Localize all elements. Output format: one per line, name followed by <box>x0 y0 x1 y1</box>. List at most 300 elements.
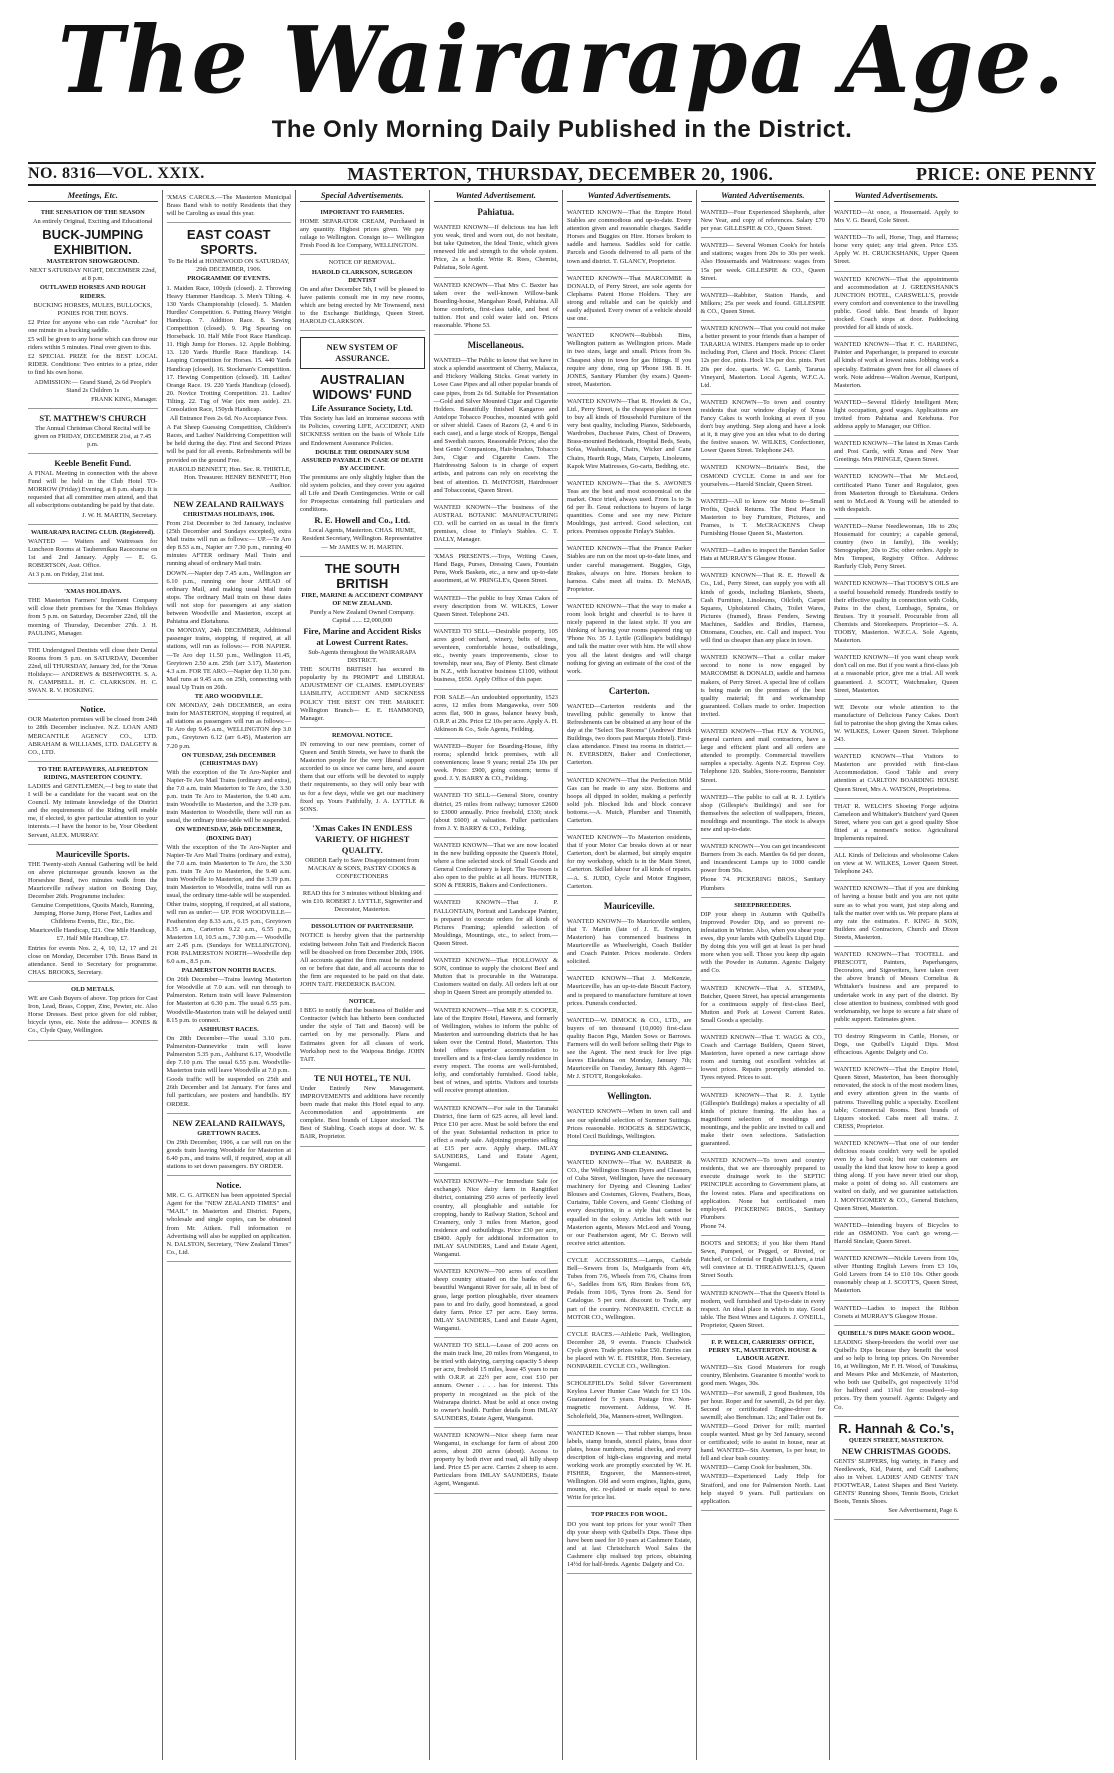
ad-line: WANTED — Waiters and Waitresses for Luncheon Rooms at Tauherenikau Racecourse on 1st and 2nd January. Apply — E. G. ROBERTSON, Asst. Office. <box>28 537 158 569</box>
wanted-ad <box>834 205 959 230</box>
ad-line: WANTED KNOWN—That R. Howlett & Co., Ltd., Perry Street, is the cheapest place in town to buy all kinds of Household Furniture of the very best quality, including Pianos, Sideboards, Wardrobes, Duchesse Pairs, Chest of Drawers, Brass-mounted Bedsteads, Hospital Beds, Seats, Sofas, Washstands, Chairs, Wicker and Cane Chairs, Hearth Rugs, Mats, Carpets, Linoleums, Kapok Wire Mattresses, Go-carts, Bedding, etc. <box>567 397 692 470</box>
ad-line: WANTED KNOWN—Britain's Best, the OSMOND CYCLE. Come in and see for yourselves.—Harold Sinclair, Queen Street. <box>700 464 825 488</box>
ad-line: WANTED KNOWN—Nickle Levers from 10s, silver Hunting English Levers from £3 10s, Gold Levers from £4 to £10 10s. Other goods reasonably cheap at J. SCOTT'S, Queen Street, Masterton. <box>834 1255 959 1295</box>
ad-line: WANTED KNOWN—That the Perfection Mild Gas can be made to any size. Bottoms and hoops all dipped in solder, making a perfectly solid job. Blocked lids and block concave bottoms.—A. Mutch, Plumber and Tinsmith, Carterton. <box>567 776 692 824</box>
wanted-ad <box>434 220 559 278</box>
ad-line: MASTERTON SHOWGROUND. <box>46 258 139 266</box>
ad-headline: Notice. <box>216 1180 242 1191</box>
wanted-ad <box>834 749 959 798</box>
ad-line: With the exception of the Te Aro-Napier and Napier-Te Aro Mail Trains (ordinary and extra), the 7.0 a.m. train Masterton to Te Aro, the 3.30 p.m. train Te Aro to Masterton, the 9.40 a.m. train Woodville to Masterton, and the 3.39 p.m. train Masterton to Woodville, trains will run as usual, the ordinary time-table will be suspended. <box>166 843 291 900</box>
wanted-ad <box>567 1253 692 1327</box>
ad-line: GRETTOWN RACES. <box>197 1129 261 1137</box>
newspaper-title: The Wairarapa Age. <box>57 6 1067 114</box>
column-1 <box>28 190 162 1760</box>
ad-line: Local Agents, Masterton. CHAS. HUME, Resident Secretary, Wellington. Representative— Mr JAMES W. H. MARTIN. <box>302 527 423 551</box>
ad-line: NOTICE OF REMOVAL. <box>328 259 396 267</box>
wanted-ad <box>834 1301 959 1326</box>
ad-line: On and after December 5th, I will be pleased to have patients consult me in my new rooms, which are being erected by Mr Townsend, next to the Exchange Buildings, Queen Street. HAROLD CLARKSON. <box>300 285 425 326</box>
ad-line: A Fat Sheep Guessing Competition, Children's Races, and Ladies' Naildriving Competition will be held during the day. First and Second Prizes will be paid for all events. Refreshments will be provided on the ground Free. <box>166 424 291 464</box>
ad-line: TO destroy Ringworm in Cattle, Horses, or Dogs, use Quibell's Liquid Dips. Most efficacious. Agents: Dalgety and Co. <box>834 1032 959 1057</box>
ad-line: WANTED KNOWN—That MR F. S. COOPER, late of the Empire Hotel, Hawera, and formerly of Wellington, wishes to inform the public of Masterton and surrounding districts that he has taken over the Central Hotel, Masterton. This hotel offers superior accommodation to travellers and is a first-class family residence in every respect. The rooms are well-furnished, lofty, and comfortably furnished. Good table, best of wines, and spirits. Visitors and tourists will receive prompt attention. <box>433 1006 558 1095</box>
ad-line: PROGRAMME OF EVENTS. <box>187 275 271 283</box>
ad-line: ORDER Early to Save Disappointment from MACKAY & SONS, PASTRY COOKS & CONFECTIONERS <box>305 856 420 880</box>
ad-line: I BEG to notify that the business of Builder and Contractor (which has hitherto been conducted under the style of Tait and Bacon) will be carried on by me personally. Plans and Estimates given for all classes of work. Workshop next to the Waipoua Bridge. JOHN TAIT. <box>300 1007 425 1063</box>
ad-line: DIP your sheep in Autumn with Quibell's Improved Powder Dip, and so prevent re-infestation in Winter. Also, when you shear your ewes, dip your lambs with Quibell's Liquid Dip. By doing this you will get at least 1s per head more when you sell. Those you keep dip again with the Powder in Autumn. Agents: Dalgety and Co. <box>700 910 825 975</box>
ad-line: WANTED—Buyer for Boarding-House, fifty rooms; splendid brick premises, with all conveniences; lease 9 years; rental 25s 10s per week. Price: £900, going concern; terms if good. J. Y. BARRY & CO., Feilding. <box>433 742 558 783</box>
ad-headline: NEW ZEALAND RAILWAYS, <box>172 1117 285 1128</box>
ad-headline: Keeble Benefit Fund. <box>54 458 132 469</box>
wanted-ad <box>567 205 692 271</box>
ad-line: OUR Masterton premises will be closed from 24th to 28th December inclusive. N.Z. LOAN AND MERCANTILE AGENCY CO., LTD. ABRAHAM & WILLIAMS, LTD. DALGETY & CO., LTD. <box>28 716 158 756</box>
column-3 <box>295 190 429 1760</box>
issue-number: NO. 8316—VOL. XXIX. <box>28 165 205 182</box>
ad-line: R. E. Howell and Co., Ltd. <box>314 515 411 526</box>
ad-line: The premiums are only slightly higher than the old system policies, and they cover you against all Life and Death Contingencies. Write or call for Prospectus containing full particulars and conditions. <box>300 473 425 514</box>
ad-line: 1. Maiden Race, 100yds (closed). 2. Throwing Heavy Hammer Handicap. 3. Men's Tilting. 4. 130 Yards Championship (closed). 5. Maiden Hurdles' Competition. 6. Putting Heavy Weight Handicap. 7. Addition Race. 8. Sawing Competition (closed). 9. Pig Spearing on Horseback. 10. Half Mile Foot Race Handicap. 11. High Jump for Horses. 12. Apple Bobbing. 13. 120 Yards Hurdle Race Handicap. 14. Leaping Competition for Horses. 15. 440 Yards Handicap (closed). 16. Stockman's Competition. 17. Hewing Competition (closed). 18. Ladies' Orange Race. 19. 220 Yards Handicap (closed). 20. Novice Trotting Competition. 21. Ladies' Tilting. 22. Tug of War (six men aside). 23. Consolation Race, 150yds Handicap. <box>166 284 291 413</box>
ad-line: Sub-Agents throughout the WAIRARAPA DISTRICT. <box>308 649 417 665</box>
section-heading: Miscellaneous. <box>467 340 524 351</box>
ad-line: An entirely Original, Exciting and Educational <box>32 218 153 226</box>
newspaper-subtitle: The Only Morning Daily Published in the District. <box>271 116 853 143</box>
ad-line: READ this for 3 minutes without blinking and win £10. ROBERT J. LYTTLE, Signwriter and Decorator, Masterton. <box>302 890 423 914</box>
ad-line: NEXT SATURDAY NIGHT, DECEMBER 22nd, at 8 p.m. <box>29 267 157 283</box>
section-heading: Mauriceville. <box>603 900 655 911</box>
wanted-ad <box>834 881 959 947</box>
ad-line: THE Twenty-sixth Annual Gathering will be held on above picturesque grounds known as the Horseshoe Bend, two minutes walk from the Mauriceville railway station on Boxing Day, December 26th. Programme includes: <box>28 860 158 900</box>
dateline <box>28 162 1096 186</box>
wanted-ad <box>834 650 959 699</box>
ad-line: This Society has laid an immense success with its Policies, covering LIFE, ACCIDENT, AND SICKNESS written on the basis of Whole Life and Endowment Assurance Policies. <box>300 415 425 447</box>
wanted-ad <box>701 205 826 238</box>
ad-line: ON TUESDAY, 25th DECEMBER (CHRISTMAS DAY) <box>181 751 276 767</box>
wanted-ad <box>834 469 959 518</box>
ad-line: WANTED KNOWN—That the Queen's Hotel is modern, well furnished and Up-to-date in every respect. An ideal place in which to stay. Good table. The Best Wines and Liquors. J. O'NEILL, Proprietor, Queen Street. <box>700 1289 825 1329</box>
ad-line: WANTED KNOWN—That FLY & YOUNG, general carriers and mail contractors, have a large and efficient plant and all orders are attended to promptly. Commercial travellers samples a specialty. Agents N.Z. Express Coy. Telephone 120. Stables, Store-rooms, Bannister Street. <box>700 727 825 784</box>
ad-line: WANTED KNOWN—If delicious tea has left you weak, tired and worn out, do not hesitate, but take Quineton, the Ideal Tonic, which gives renewed life and strength to the whole system. Price, 2s a bottle. Write R. Rees, Chemist, Pahiatua, Sole Agent. <box>433 224 558 272</box>
ad-line: ON MONDAY, 24th DECEMBER, an extra train for MASTERTON, stopping if required, at all stations as passengers will run as follows:— Te Aro dep 9.45 a.m., WELLINGTON dep 3.0 p.m., Greytown 6.12 (arr 6.45), Masterton arr 7.20 p.m. <box>166 702 291 750</box>
ad-headline: NEW SYSTEM OF ASSURANCE. <box>326 342 398 364</box>
wanted-ad <box>567 971 692 1012</box>
ad-line: WANTED—All to know our Motto is—Small Profits, Quick Returns. The Best Place in Masterton to buy Furniture, Pictures, and Frames, is T. McCRACKEN'S Cheap Furnishing House Queen St., Masterton. <box>700 497 825 538</box>
ad-line: WANTED KNOWN—That HOLLOWAY & SON, continue to supply the choicest Beef and Mutton that is procurable in the Wairarapa. Customers waited on daily. All orders left at our shop in Queen Street are promptly attended to. <box>433 957 558 997</box>
ad-line: WANTED KNOWN—That the Empire Hotel, Queen Street, Masterton, has been thoroughly renovated, the stock is of the most modern lines, and every attention given in the wants of patrons. Travelling public a specialty. Excellent table; Commercial Rooms. Best brands of Liquors stocked. Cabs meet all trains. J. CRESS, Proprietor. <box>834 1066 959 1130</box>
ad-line: WANTED—Intending buyers of Bicycles to ride an OSMOND. You can't go wrong.—Harold Sinclair, Queen Street. <box>834 1221 959 1245</box>
ad-line: IN removing to our new premises, corner of Queen and Smith Streets, we have to thank the Masterton people for the very liberal support accorded to us since we came here, and assure them that our efforts will be devoted to supply their requirements, so they will only bear with us for a few days, while we get our machinery fixed up. Yours Faithfully, J. A. LYTTLE & SONS. <box>300 740 425 813</box>
wanted-ad <box>701 1286 826 1335</box>
column-2 <box>162 190 296 1760</box>
wanted-ad <box>434 278 559 336</box>
wanted-ad <box>701 395 826 461</box>
wanted-ad <box>834 519 959 577</box>
ad-line: FOR SALE—An undoubted opportunity, 1523 acres, 12 miles from Mangaweka, over 500 acres flat, 900 in grass, balance heavy bush, O.R.P. at 20s. Price £2 10s per acre. Apply A. H. Atkinson & Co., Sole Agents, Feilding. <box>433 693 558 733</box>
wanted-ad <box>567 1376 692 1425</box>
ad-line: CYCLE ACCESSORIES.—Lamps, Carbide Bell—Sewers from 1s, Mudguards from 4/6, Tubes from 7/6, Wheels from 7/6, Chains from 6/-, Saddles from 6/6, Rim Brakes from 6/6, Pedals from 10/6, Tyres from 2s. Send for Catalogue. 5 per cent. discount to Trade, any part of the country. NONPAREIL CYCLE & MOTOR CO., Wellington. <box>567 1256 692 1321</box>
ad-headline: DISSOLUTION OF PARTNERSHIP. <box>311 923 414 931</box>
ad-line: WANTED—Nurse Needlewoman, 18s to 20s; Housemaid for country; a capable general, country (two in family), 18s weekly; Stenographer, 20s to 25s; other orders. Apply to Mrs Tempest, Registry Office. Address: Ranfurly Club, Perry Street. <box>834 522 959 571</box>
ad-headline: Notice. <box>80 704 106 715</box>
ad-line: LEADING Sheep-breeders the world over use Quibell's Dips because they benefit the wool and so help to bring top prices. On November 16, at Wellington, Mr F. H. Wood, of Tunakima, and Messrs Pike and McKenzie, of Masterton, who both use Quibell's, got respectively 11½d for halfbred and 11¾d for crossbred—top prices. Try them yourself. Agents: Dalgety and Co. <box>834 1338 959 1411</box>
column-5 <box>562 190 696 1760</box>
ad-headline: OLD METALS. <box>70 985 115 993</box>
ad-line: WANTED KNOWN—That J. P. FALLONTAIN, Portrait and Landscape Painter, is prepared to execute orders for all kinds of Pictures Framing; splendid selection of Mouldings, Mountings, etc., to select from.—Queen Street. <box>433 899 558 947</box>
section-heading: Wellington. <box>607 1091 652 1102</box>
ad-headline: AUSTRALIAN WIDOWS' FUND <box>312 372 412 403</box>
ad-line: The Annual Christmas Choral Recital will be given on FRIDAY, DECEMBER 21st, at 7.45 p.m. <box>34 424 152 448</box>
ad-line: WANTED KNOWN—That if you are thinking of having a house built and you are not quite sure as to what you want, just step along and talk the matter over with us. We prepare plans at any rate the estimates. F. KING & SON, Builders and Contractors, Church and Dixon Streets, Masterton. <box>834 885 959 941</box>
wanted-ad <box>701 650 826 724</box>
wanted-ad <box>567 1104 692 1145</box>
ad-line: Genuine Competitions, Quoits Match, Running, Jumping, Horse Jump, Horse Feet, Ladies and Childrens Events, Etc., Etc., Etc. <box>31 902 155 926</box>
wanted-ad <box>567 328 692 394</box>
ad-line: WANTED KNOWN—To town and country residents, that we are thoroughly prepared to execute drainage work to the SEPTIC PRINCIPLE according to Government plans, at the lowest rates. Plans and specifications on application. None but certificated men employed. PICKERING BROS., Sanitary Plumbers <box>700 1157 825 1221</box>
ad-line: Other trains, stopping, if required, at all stations, will run as under:— UP. FOR WOODVILLE—Featherston dep 8.33 a.m., 6.15 p.m., Greytown 8.35 a.m., Carterton 9.22 a.m., 6.55 p.m., Masterton 1.0, 10.5 a.m., 7.30 p.m.— Woodville arr 2.45 p.m. (Sundays for WELLINGTON). FOR PALMERSTON NORTH—Woodville dep 6.0 a.m., 8.5 p.m. <box>166 901 291 965</box>
wanted-ad <box>701 1088 826 1154</box>
dentists-ad <box>28 643 158 701</box>
ad-line: £2 SPECIAL PRIZE for the BEST LOCAL RIDER. Conditions: Two entries to a prize, rider to find his own horse. <box>28 353 158 377</box>
ad-line: 'XMAS PRESENTS.—Toys, Writing Cases, Hand Bags, Purses, Dressing Cases, Fountain Pens, Work Baskets, etc., a new and up-to-date assortment, at W. PRINGLE's, Queen Street. <box>433 553 558 585</box>
assurance-box <box>300 337 425 369</box>
ad-line: WANTED KNOWN—You can get incandescent Burners from 3s each. Mantles 6s 6d per dozen, and incandescent Lamps up to 1000 candle power from 50s. <box>700 843 825 875</box>
ad-line: WANTED TO SELL—Desirable property, 105 acres good orchard, winery, belts of trees, seventeen, comfortable house, outbuildings, etc., twenty years improvements, close to township, near sea, Bay of Plenty. Best climate in N.Z., with lucrative business £1100, without business, £650. Apply Office of this paper. <box>433 627 558 684</box>
ad-headline: BUCK-JUMPING EXHIBITION. <box>42 227 144 258</box>
builder-notice-ad <box>300 994 425 1069</box>
ad-line: WANTED KNOWN—That the appointments and accommodation at J. GREENSHANK'S JUNCTION HOTEL, CARSWELL'S, provide every comfort and convenience to the travelling public. Good table. Best brands of liquor stocked. Coach stops at door. Paddocking provided for all kinds of stock. <box>834 275 959 332</box>
wanted-ad <box>567 476 692 542</box>
ad-line: ADMISSION:— Grand Stand, 2s 6d People's Stand 2s Children 1s <box>34 378 152 394</box>
cream-ad <box>300 205 425 255</box>
ad-line: MR. C. G. AITKEN has been appointed Special Agent for the "NEW ZEALAND TIMES" and "MAIL" in Masterton and District. Papers, wholesale and single copies, can be obtained from Mr. Aitken. Full information re Advertising will also be supplied on application. N. DALSTON, Secretary, "New Zealand Times" Co., Ltd. <box>166 1192 291 1256</box>
ad-line: WANTED KNOWN—That Visitors to Masterton are provided with first-class Accommodation. Good Table and every attention at CARLTON BOARDING HOUSE Queen Street, Mrs A. WATSON, Proprietress. <box>834 753 959 793</box>
ad-line: WANTED—The Public to know that we have in stock a splendid assortment of Cherry, Malacca, and Hickory Walking Sticks. Great variety in Lowe Case Pipes and all other popular brands of case pipes, from 2s 6d. Suitable for Presentation—Gold and Silver Mounted Cigar and Cigarette Holders. Beautifully finished Kangaroo and Antelope Tobacco Pouches, mounted with gold or silver shield. Cases of Razors (2, 4 and 6 in each case), and a large stock of Kropps, Bengal and Swedish razors. Reasonable Prices; also the best Gents' Companions, Hair-brushes, Tobacco Jars, Cigar and Cigarette Cases. The Hairdressing Saloon is in charge of expert artists, and patrons can rely on receiving the best of attention. D. McINTOSH, Hairdresser and Tobacconist, Queen Street. <box>433 357 558 494</box>
ad-line: WANTED KNOWN—That J. McKenzie, Mauriceville, has an up-to-date Biscuit Factory, and is prepared to manufacture furniture at town prices. Funerals conducted. <box>567 975 692 1007</box>
ad-line: CYCLE RACES.—Athletic Park, Wellington, December 28, 9 events. Francis Chadwick Cycle given. Trade prizes value £50. Entries can be placed with W. E. FISHER, Hon. Secretary, NONPAREIL CYCLE CO., Wellington. <box>567 1330 692 1371</box>
wanted-ad <box>567 599 692 681</box>
ad-line: OUTLAWED HORSES AND ROUGH RIDERS. <box>39 284 146 300</box>
ad-line: See Advertisement, Page 6. <box>888 1507 959 1515</box>
ad-line: WANTED—To sell, Horse, Trap, and Harness; horse very quiet; any trial given. Price £35. Apply W. H. CRUICKSHANK, Upper Queen Street. <box>834 234 959 266</box>
ad-line: WANTED KNOWN—That MARCOMBE & DONALD, of Perry Street, are sole agents for Clephams Patent Horse Holders. They are strong and reliable and can be quickly and easily adjusted. Every owner of a vehicle should use one. <box>567 274 692 323</box>
wanted-ad <box>567 830 692 896</box>
ad-line: THE SENSATION OF THE SEASON <box>40 209 145 216</box>
times-agent-notice <box>167 1176 292 1262</box>
ad-headline: R. Hannah & Co.'s, <box>838 1420 955 1436</box>
ad-headline: IMPORTANT TO FARMERS. <box>320 209 405 216</box>
column-heading: Wanted Advertisements. <box>567 190 692 202</box>
ad-line: QUEEN STREET, MASTERTON. <box>848 1436 944 1444</box>
church-recital-ad <box>28 409 158 454</box>
ad-line: HAROLD BENNETT, Hon. Sec. R. THIRTLE, Hon. Treasurer. HENRY BENNETT, Hon Auditor. <box>169 465 291 489</box>
wanted-ad <box>567 541 692 599</box>
wanted-ad <box>434 895 559 953</box>
ad-line: WANTED KNOWN—That the S. AWONE'S Teas are the best and most economical on the market. Once tried, always used. From 1s to 3s 6d per lb. Great reductions to buyers of large quantities. Come and see my new Picture Mouldings, just arrived. Good selection, cut prices. Premises opposite Finlay's Stables. <box>567 479 692 536</box>
columns <box>28 190 1096 1760</box>
wanted-ad <box>834 1029 959 1062</box>
ad-line: WANTED—Four Experienced Shepherds, after New Year, and copy of references. Salary £70 per year. GILLESPIE & CO., Queen Street. <box>700 209 825 233</box>
ad-line: WANTED—Ladies to inspect the Bandan Sailor Hats at MURRAY'S Glasgow House. <box>700 547 825 563</box>
ad-headline: ST. MATTHEW'S CHURCH <box>39 412 147 423</box>
wanted-ad <box>567 394 692 476</box>
ad-line: WE are Cash Buyers of above. Top prices for Cast Iron, Lead, Brass, Copper, Zinc, Pewter, etc. Also Horse Dresses. Best price given for old rubber, bicycle tyres, etc. Note the address— JONES & Co., Clyde Quay, Wellington. <box>28 995 158 1035</box>
ad-line: NOTICE is hereby given that the partnership existing between John Tait and Frederick Bacon will be dissolved on from December 20th, 1906. All accounts against the firm must be rendered on or before that date, and all accounts due to the firm are requested to be paid on that date. JOHN TAIT. FREDERICK BACON. <box>300 932 425 988</box>
wanted-ad <box>434 591 559 624</box>
wanted-ad <box>701 839 826 898</box>
ad-line: THE Undersigned Dentists will close their Dental Rooms from 5 p.m. on SATURDAY, December 22nd, till THURSDAY, January 3rd, for the 'Xmas Holidays:— ANDREWS & BISHWORTH. S. A. N. CAMPBELL. H. C. CLARKSON. H. C. SWAN. R. V. HOSKING. <box>28 646 158 695</box>
ad-line: WANTED Known — That rubber stamps, brass labels, stamp brands, stencil plates, brass door plates, house numbers, metal checks, and every description of high-class engraving and metal working work are promptly executed by W. H. FISHER, Engraver, the Manners-street, Wellington. Old and worn engines, lights, guns, mounts, etc. re-plated or made equal to new. Write for price list. <box>567 1429 692 1502</box>
wanted-ad <box>701 321 826 395</box>
ad-line: From 21st December to 3rd January, inclusive (25th December and Sundays excepted), extra Mail trains will run as follows:— UP.—Te Aro dep 8.53 a.m., Napier arr 7.30 p.m., running 40 minutes AFTER ordinary Mail Train and running ahead of ordinary Mail train. <box>166 520 291 568</box>
sheepbreeders-ad <box>701 898 826 981</box>
ad-headline: TOP PRICES FOR WOOL. <box>591 1511 668 1519</box>
wanted-ad <box>567 1327 692 1376</box>
wanted-ad <box>701 460 826 493</box>
ad-line: BUCKING HORSES, MULES, BULLOCKS, PONIES FOR THE BOYS. <box>33 301 153 317</box>
wanted-ad <box>701 1236 826 1285</box>
ad-line: WANTED KNOWN—That R. J. Lyttle (Gillespie's Buildings) makes a speciality of all kinds of picture framing. He also has a magnificent selection of mouldings and mountings, and the public are invited to call and make their own selections. Satisfaction guaranteed. <box>700 1091 825 1148</box>
wanted-ad <box>701 543 826 568</box>
column-heading: Wanted Advertisement. <box>434 190 559 202</box>
ad-line: LADIES and GENTLEMEN,—I beg to state that I will be a candidate for the vacant seat on the Council. My intimate knowledge of the District and the requirements of the Riding will enable me, if elected, to give particular attention to your interests.—I have the honor to be, Your Obedient Servant, ALEX. MURRAY. <box>28 782 158 839</box>
ad-line: PALMERSTON NORTH RACES. <box>181 967 276 975</box>
wanted-ad <box>834 1218 959 1251</box>
mauriceville-sports-ad <box>28 845 158 982</box>
wanted-ad <box>434 1174 559 1264</box>
ad-line: WANTED KNOWN—That one of our tender delicious roasts couldn't very well be spoiled even by a bad cook; but our customers are usually the kind that know how to keep a good thing along. If you have never tried our shop, make a point of doing so. All customers are waited on daily, and we guarantee satisfaction. J. MONTGOMERY & CO., General Butchers, Queen Street, Masterton. <box>834 1139 959 1212</box>
wanted-ad <box>567 271 692 329</box>
ad-line: WANTED KNOWN—The business of the AUSTRAL BOTANIC MANUFACTURING CO. will be carried on as usual in the firm's premises, close to Finlay's Stables. C. T. DALLY, Manager. <box>433 503 558 544</box>
wanted-ad <box>434 953 559 1002</box>
ad-line: £2 Prize for anyone who can ride "Acrobat" for one minute in a bucking saddle. <box>28 318 158 334</box>
ad-line: WANTED—The public to buy Xmas Cakes of every description from W. WILKES, Lower Queen Street. Telephone 243. <box>433 594 558 618</box>
dentist-removal-ad <box>300 255 425 331</box>
wanted-ad <box>701 790 826 839</box>
ad-line: WE Devote our whole attention to the manufacture of Delicious Fancy Cakes. Don't fail to patronise the shop giving the Xmas cakes. W. WILKES, Lower Queen Street. Telephone 243. <box>834 703 959 744</box>
ad-headline: EAST COAST SPORTS. <box>186 227 271 258</box>
xmas-cakes-ad <box>300 819 425 886</box>
widows-fund-ad <box>300 331 425 556</box>
ad-line: WANTED— Several Women Cook's for hotels and stations; wages from 20s to 30s per week. Also Housemaids and Waitresses: wages from 15s per week. GILLESPIE & CO., Queen Street. <box>700 242 825 282</box>
ad-headline: Mauriceville Sports. <box>55 848 130 859</box>
price: PRICE: ONE PENNY <box>915 163 1096 184</box>
keeble-fund-ad <box>28 454 158 525</box>
wanted-ad <box>567 699 692 773</box>
ad-headline: REMOVAL NOTICE. <box>331 731 393 739</box>
ad-line: 'XMAS CAROLS.—The Masterton Municipal Brass Band wish to notify Residents that they will be Caroling as usual this year. <box>166 194 291 218</box>
wanted-ad <box>434 1338 559 1428</box>
ad-line: WANTED KNOWN—The latest in Xmas Cards and Post Cards, with Xmas and New Year Greetings. Mrs PRINGLE, Queen Street. <box>834 440 959 464</box>
column-heading: Wanted Advertisements. <box>701 190 826 202</box>
dissolution-ad <box>300 919 425 994</box>
greytown-races-ad <box>167 1114 292 1176</box>
racing-club-ad <box>28 525 158 585</box>
ad-line: WANTED KNOWN—That the Empire Hotel Stables are commodious and up-to-date. Every attention given and reasonable charges. Saddle Horses and Buggies on Hire. Horses broken to saddle and harness. Saddles sold for cattle. Parcels and Goods delivered to all parts of the town and district. T. GLANCY, Proprietor. <box>567 209 692 265</box>
ad-line: THE SOUTH BRITISH has secured its popularity by its PROMPT and LIBERAL ADJUSTMENT OF CLAIMS. EMPLOYERS' LIABILITY, ACCIDENT AND SICKNESS POLICY THE BEST ON THE MARKET. Wellington Branch— E. E. HAMMOND, Manager. <box>300 666 425 722</box>
ad-line: THAT R. WELCH'S Shoeing Forge adjoins Cameleon and Whittaker's Butchers' yard Queen Street, where you can get a good quality Shoe fitted at a moment's notice. Agricultural Implements repaired. <box>834 802 959 842</box>
wanted-ad <box>834 799 959 848</box>
south-british-ad <box>300 557 425 728</box>
wanted-ad <box>567 1426 692 1508</box>
ad-line: WANTED KNOWN—That R. E. Howell & Co., Ltd., Perry Street, can supply you with all kinds of goods, including Blankets, Sheets, Cash Furniture, Linoleums, Oilcloth, Carpet Squares, Upholstered Chairs, Toilet Wares, Pictures (framed), Brass Fenders, Sewing Machines, Saddles and Bridles, Harness, Ottomans, Couches, etc. Call and inspect. You will find us cheaper than any place in town. <box>700 572 825 645</box>
ad-headline: F. P. WELCH, CARRIERS' OFFICE, PERRY ST., MASTERTON. HOUSE & LABOUR AGENT. <box>708 1338 818 1363</box>
ad-line: DOWN.—Napier dep 7.45 a.m., Wellington arr 6.10 p.m., running one hour AHEAD of ordinary Mail, and making usual Mail train stops. The ordinary Mail train on these dates will not stop for passengers at any station between Woodville and Masterton, except at Pahiatua and Eketahuna. <box>166 569 291 626</box>
ad-line: WANTED KNOWN—That Mrs C. Baxter has taken over the well-known Willow-bank Boarding-house, Mangahao Road, Pahiatua. All home comforts, first-class table, and best of tuition. Hot and cold water laid on. Prices reasonable. 'Phone 53. <box>433 281 558 330</box>
ad-line: WANTED KNOWN—That a collar maker second to none is now engaged by MARCOMBE & DONALD, saddle and harness makers, of Perry Street. A special line of collars is being made on the premises of the best quality material; fit and workmanship guaranteed. Collars made to order. Inspection invited. <box>700 654 825 718</box>
wanted-ad <box>701 1030 826 1088</box>
ad-line: WANTED—Good Driver for mill; married couple wanted. Must go by 3rd January, second or certificated; wife to assist in house, near at hand. WANTED—Six Axemen, 1s per hour, to fell and clear bush country. <box>700 1422 825 1463</box>
ad-line: Phone 74. PICKERING BROS., Sanitary Plumbers <box>700 876 825 892</box>
ad-line: On 26th December—Trains leaving Masterton for Woodville at 7.0 a.m. will run through to Palmerston. Return train will leave Palmerston for Masterton at 6.30 p.m. The usual 6.55 p.m. Woodville-Masterton train will be delayed until 8.15 p.m. to connect. <box>166 976 291 1024</box>
ad-line: WANTED—Ladies to inspect the Ribbon Corsets at MURRAY'S Glasgow House. <box>834 1304 959 1320</box>
wanted-ad <box>701 288 826 321</box>
column-heading: Special Advertisements. <box>300 190 425 202</box>
ad-line: To Be Held at HONEWOOD ON SATURDAY, 29th DECEMBER, 1906. <box>168 258 290 274</box>
ad-line: WANTED KNOWN—When in town call and see our splendid selection of Summer Suitings. Prices reasonable. HODGES & SEDGWICK, Hotel Cecil Buildings, Wellington. <box>567 1108 692 1140</box>
ad-headline: DYEING AND CLEANING. <box>590 1149 669 1157</box>
wanted-ad <box>434 690 559 739</box>
ad-line: WANTED TO SELL—General Store, country district, 25 miles from railway; turnover £2600 to £3000 annually. Price freehold, £330; stock (about £600) at valuation. Fuller particulars from J. Y. BARRY & CO., Feilding. <box>433 792 558 832</box>
column-6 <box>696 190 830 1760</box>
ad-line: WANTED KNOWN—700 acres of excellent sheep country situated on the banks of the beautiful Wanganui River for sale, all in best of grass, large portion ploughable, river steamers pass to and fro daily, good homestead, a good dairy farm. Price £7 per acre. Easy terms. IMLAY SAUNDERS, Land and Estate Agent, Wanganui. <box>433 1268 558 1332</box>
ad-line: BOOTS and SHOES; if you like them Hand Sewn, Pumped, or Pegged, or Riveted, or Patched, or Colonial or English Leathers, a trial will convince at D. THREADWELL'S, Queen Street South. <box>700 1240 825 1280</box>
wanted-ad <box>834 1136 959 1218</box>
wanted-ad <box>834 395 959 436</box>
ad-line: WANTED—Experienced Lady Help for Stratford, and one for Palmerston North. Last help stayed 9 years. Full particulars on application. <box>700 1473 825 1505</box>
ad-line: SCHOLEFIELD's Solid Silver Government Keyless Lever Hunter Case Watch for £3 10s. Guaranteed for 5 years. Postage free. Non-magnetic movement. Address, W. H. Scholefield, 36a, Manners-street, Wellington. <box>567 1380 692 1420</box>
signwriter-ad <box>300 886 425 919</box>
ad-line: WANTED KNOWN—To town and country residents that our window display of Xmas Fancy Cakes is worth looking at even if you don't buy anything. Step along and have a look at it, it may give you an idea what to do during the festive season. W. WILKES, Confectioner, Lower Queen Street. Telephone 243. <box>700 398 825 455</box>
hannah-ad <box>834 1417 959 1521</box>
ad-line: HOME SEPARATOR CREAM, Purchased in any quantity. Highest prices given. We pay railage to Wellington. Consign to— Wellington Fresh Food & Ice Company, WELLINGTON. <box>300 218 425 250</box>
ad-line: TE ARO WOODVILLE. <box>194 692 263 700</box>
wanted-ad <box>434 549 559 590</box>
ad-headline: 'XMAS HOLIDAYS. <box>64 588 122 596</box>
te-nui-hotel-ad <box>300 1069 425 1147</box>
ad-line: Life Assurance Society, Ltd. <box>311 403 413 414</box>
ad-line: DOUBLE THE ORDINARY SUM ASSURED PAYABLE IN CASE OF DEATH BY ACCIDENT. <box>301 448 424 472</box>
ad-line: WANTED KNOWN—That the Prance Parker Stables are run on the most up-to-date lines, and under careful management. Buggies, Gigs, Brakes, always on hire. Horses broken to harness. Cabs meet all trains. D. McNAB, Proprietor. <box>567 545 692 593</box>
railways-christmas-ad <box>167 495 292 1114</box>
ad-line: WANTED KNOWN—To Mauriceville settlers, that T. Martin (late of J. E. Ewington, Masterton) has commenced business in Mauriceville as Wheelwright, Coach Builder and Coach Painter. Prices moderate. Orders solicited. <box>567 917 692 966</box>
ad-line: All Entrance Fees 2s 6d. No Acceptance Fees. <box>169 415 288 423</box>
xmas-carols-ad <box>167 190 292 223</box>
ad-line: WANTED KNOWN—That TOOBY'S OILS are a useful household remedy. Hundreds testify to their effective quality in connection with Colds, Pains in the chest, Lumbago, Sprains, or Bruises. Try it yourself. Procurable from all Chemists and Storekeepers. Proprietor—S. A. TOOBY, Masterton. W.F.C.A. Sole Agents, Masterton. <box>834 580 959 645</box>
ad-line: WANTED KNOWN—That T. WAGG & CO., Coach and Carriage Builders, Queen Street, Masterton, have opened a new carriage show room and turning out excellent vehicles at lowest prices. Repairs promptly attended to. Tyres retyred. Prices to suit. <box>700 1033 825 1082</box>
ad-line: WANTED KNOWN—That the way to make a room look bright and cheerful is to have it nicely papered in the latest style. If you are thinking of having your rooms papered ring up 'Phone No. 35 J. Lyttle (Gillespie's buildings) and talk the matter over with him. He will show you all the latest designs and will charge nothing for giving an estimate of the cost of the work. <box>567 602 692 675</box>
ad-line: FIRE, MARINE & ACCIDENT COMPANY OF NEW ZEALAND. <box>301 591 424 607</box>
ad-line: WANTED—The public to call at R. J. Lyttle's shop (Gillespie's Buildings) and see for themselves the selection of wallpapers, friezes, mouldings and mountings. The stock is always new and up-to-date. <box>700 793 825 833</box>
column-4 <box>429 190 563 1760</box>
ad-line: FRANK KING, Manager. <box>91 395 158 403</box>
ad-line: WANTED KNOWN—To Masterton residents, that if your Motor Car breaks down at or near Carterton, don't be alarmed, but simply enquire for my workshop, which is in the Main Street, Carterton. Skilled labour for all kinds of repairs.—A. S. JUDD, Cycle and Motor Engineer, Carterton. <box>567 834 692 890</box>
ad-headline: WAIRARAPA RACING CLUB. (Registered). <box>30 528 155 536</box>
ad-line: Mauriceville Handicap, £21. One Mile Handicap, £7. Half Mile Handicap, £7. <box>29 927 157 943</box>
ad-line: A FINAL Meeting in connection with the above Fund will be held in the Club Hotel TO-MORROW (Friday) Evening, at 8 p.m. sharp. It is requested that all committee men attend, and that all subscriptions outstanding be paid by that date. <box>28 470 158 510</box>
ad-headline: TE NUI HOTEL, TE NUI. <box>313 1072 411 1083</box>
wanted-ad <box>834 272 959 338</box>
wool-dip-ad <box>567 1507 692 1574</box>
wanted-ad <box>434 1264 559 1338</box>
wanted-ad <box>834 230 959 271</box>
ad-line: WANTED—At once, a Housemaid. Apply to Mrs V. G. Beard, Cole Street. <box>834 209 959 225</box>
wanted-ad <box>834 947 959 1029</box>
wanted-ad <box>701 568 826 650</box>
ad-line: ALL Kinds of Delicious and wholesome Cakes on view at W. WILKES, Lower Queen Street. Telephone 243. <box>834 852 959 876</box>
ad-headline: HAROLD CLARKSON, SURGEON DENTIST <box>311 268 413 284</box>
ad-line: WANTED KNOWN—For sale in the Taranaki District, fine farm of 625 acres, all level land. Price £10 per acre. Must be sold before the end of the year. Substantial reduction in price to effect a ready sale. Adjoining properties selling at £15 per acre. Apply sharp. IMLAY SAUNDERS, Land and Estate Agent, Wanganui. <box>433 1104 558 1169</box>
ad-line: WANTED KNOWN—That you could not make a better present to your friends than a hamper of TARARUA WINES. Hampers made up to order including Port, Claret and Hock. Prices: Claret 12s per doz. pints. Hock 13s per doz. pints. Port 20s per doz. quarts. W. G. Lamb, Tararua Vineyard, Masterton. Local Agents, W.F.C.A. Ltd. <box>700 325 825 389</box>
wanted-ad <box>701 981 826 1030</box>
wanted-ad <box>834 436 959 469</box>
wanted-ad <box>434 624 559 690</box>
ad-line: WANTED KNOWN—That W. BARBER & CO., the Wellington Steam Dyers and Cleaners, of Cuba Street, Wellington, have the necessary machinery for Dyeing and Cleaning Ladies' Blouses and Costumes, Gloves, Feathers, Boas, Curtains, Table Covers, and Gents' Clothing of every description, in a style that cannot be equalled in the colony. Articles left with our Masterton agents, Messrs McLeod and Young, or our Featherston agent, Mr C. Brown will receive strict attention. <box>567 1158 692 1247</box>
ad-line: On 29th December, 1906, a car will run on the goods train leaving Woodside for Masterton at 6.40 p.m., and trains will, if required, stop at all stations to set down passengers. BY ORDER. <box>166 1138 291 1171</box>
ad-headline: 'Xmas Cakes IN ENDLESS VARIETY. OF HIGHEST QUALITY. <box>312 822 413 855</box>
wanted-ad <box>701 494 826 543</box>
ad-line: WANTED—Several Elderly Intelligent Men; light occupation, good wages. Applications are invited from Pahiatua and Ketehuna. For address apply to Manager, our Office. <box>834 398 959 431</box>
wanted-ad <box>834 1251 959 1300</box>
ad-line: WANTED KNOWN—That Mr McLeod, certificated Piano Tuner and Regulator, goes from Masterton through to Eketahuna. Orders sent to McLeod & Young will be attended to with despatch. <box>834 473 959 513</box>
wanted-ad <box>567 773 692 831</box>
ad-line: WANTED TO SELL—Lease of 200 acres on the main track line, 20 miles from Wanganui, to be tried with dairying, carrying capacity 5 sheep per acre, freehold 15 miles, lease 45 years to run with O.R.P. at 22½ per acre, cost £10 per annum. Owner . . . . has for interest. This property in recognized as the pick of the Wairarapa district. Must be sold at once owing to owner's health. Further details from IMLAY SAUNDERS, Estate Agent, Wanganui. <box>433 1341 558 1422</box>
ad-line: WANTED—W. DIMOCK & CO., LTD., are buyers of ten thousand (10,000) first-class quality Bacon Pigs, Maiden Sows or Barrows. Farmers will do well before selling their Pigs to see the Agent. The next truck for live pigs leaves Eketahuna on Monday, January 7th; Mauriceville on Tuesday, January 8th. Agent—Mr J. STOTT, Rongokokako. <box>567 1016 692 1081</box>
notice-ad <box>28 700 158 761</box>
buck-jumping-ad <box>28 205 158 409</box>
labour-agent-ad <box>701 1335 826 1511</box>
ad-line: NEW CHRISTMAS GOODS. <box>841 1445 951 1456</box>
lyttle-removal-ad <box>300 728 425 819</box>
place-date: MASTERTON, THURSDAY, DECEMBER 20, 1906. <box>347 163 774 184</box>
ad-headline: TO THE RATEPAYERS, ALFREDTON RIDING, MASTERTON COUNTY. <box>37 765 148 781</box>
column-7 <box>829 190 963 1760</box>
wanted-ad <box>434 353 559 500</box>
ad-line: ON WEDNESDAY, 26th DECEMBER, (BOXING DAY) <box>175 826 283 842</box>
wanted-ad <box>834 848 959 881</box>
wanted-ad <box>567 914 692 972</box>
column-heading: Wanted Advertisements. <box>834 190 959 202</box>
masthead <box>28 6 1096 162</box>
ad-line: With the exception of the Te Aro-Napier and Napier-Te Aro Mail Trains (ordinary and extra), the 7.0 a.m. train Masterton to Te Aro, the 3.30 p.m. train Te Aro to Masterton, the 9.40 a.m. train Woodville to Masterton, and the 3.39 p.m. train Masterton to Woodville, there will run as usual, the ordinary time-table will be suspended. <box>166 768 291 825</box>
wanted-ad <box>701 1153 826 1236</box>
ad-line: Phone 74. <box>700 1222 727 1230</box>
ad-line: WANTED—Camp Cook for bushmen, 30s. <box>700 1464 812 1472</box>
ad-line: WANTED—Six Good Musterers for rough country, Blenheim. Guarantee 6 months' work to good men. Wages, 30s. <box>700 1364 825 1388</box>
section-heading: Pahiatua. <box>477 207 515 217</box>
ad-headline: SHEEPBREEDERS. <box>734 901 792 909</box>
wanted-ad <box>834 576 959 650</box>
ad-line: Entries for events Nos. 2, 4, 10, 12, 17 and 21 close on Monday, December 17th. Brass Band in attendance. Send to Secretary for programme. CHAS. BROOKS, Secretary. <box>28 944 158 976</box>
wanted-ad <box>834 1062 959 1136</box>
ad-line: ASHHURST RACES. <box>198 1025 259 1033</box>
ad-line: WANTED—For sawmill, 2 good Bushmen, 10s per hour. Roper and for sawmill, 2s 6d per day. Second or certificated Engine-driver for sawmill; also Benchman. 12s; and Tailer out 8s. <box>700 1389 825 1421</box>
ad-line: £5 will be given to any horse which can throw our riders within 5 minutes. Final over given to this. <box>28 336 158 352</box>
old-metals-ad <box>28 982 158 1041</box>
dyeing-ad <box>567 1146 692 1253</box>
ad-line: WANTED KNOWN—Rubbish Bins, Wellington pattern as Wellington prices. Made in two sizes, large and small. Prices from 9s. Cheapest shop in town for gas fittings. If you require any done, ring up 'Phone 198. B. H. JONES, Sanitary Plumber (by exam.) Queen-street, Masterton. <box>567 332 692 388</box>
ad-line: WANTED—Carterton residents and the travelling public generally to know that Refreshments can be obtained at any hour of the day at the "Select Tea Rooms" (Andrews' Brick Buildings, two doors past Marquis Hotel). First-class attendance. Finest tea rooms in district.—N. EVERSDEN, Baker and Confectioner, Carterton. <box>567 702 692 767</box>
ad-line: WANTED KNOWN—If you want cheap work don't call on me. But if you want a first-class job at a reasonable price, give me a trial. All work guaranteed. J. SCOTT, Watchmaker, Queen Street, Masterton. <box>834 654 959 694</box>
ad-line: CHRISTMAS HOLIDAYS, 1906. <box>183 510 275 518</box>
xmas-holidays-ad <box>28 584 158 643</box>
wanted-ad <box>567 1013 692 1087</box>
ad-line: J. W. H. MARTIN, Secretary. <box>82 511 158 519</box>
ad-line: Goods traffic will be suspended on 25th and 26th December and 1st January. For fares and full particulars, see posters and handbills. BY ORDER. <box>166 1076 291 1108</box>
wanted-ad <box>834 700 959 749</box>
ad-headline: NOTICE. <box>348 998 376 1006</box>
ad-line: WANTED—Rabbiter, Station Hands, and Milkers; 25s per week and found. GILLESPIE & CO., Queen Street. <box>700 291 825 315</box>
wanted-ad <box>434 500 559 549</box>
column-heading: Meetings, Etc. <box>28 190 158 202</box>
section-heading: Carterton. <box>608 685 650 696</box>
wanted-ad <box>434 1101 559 1175</box>
